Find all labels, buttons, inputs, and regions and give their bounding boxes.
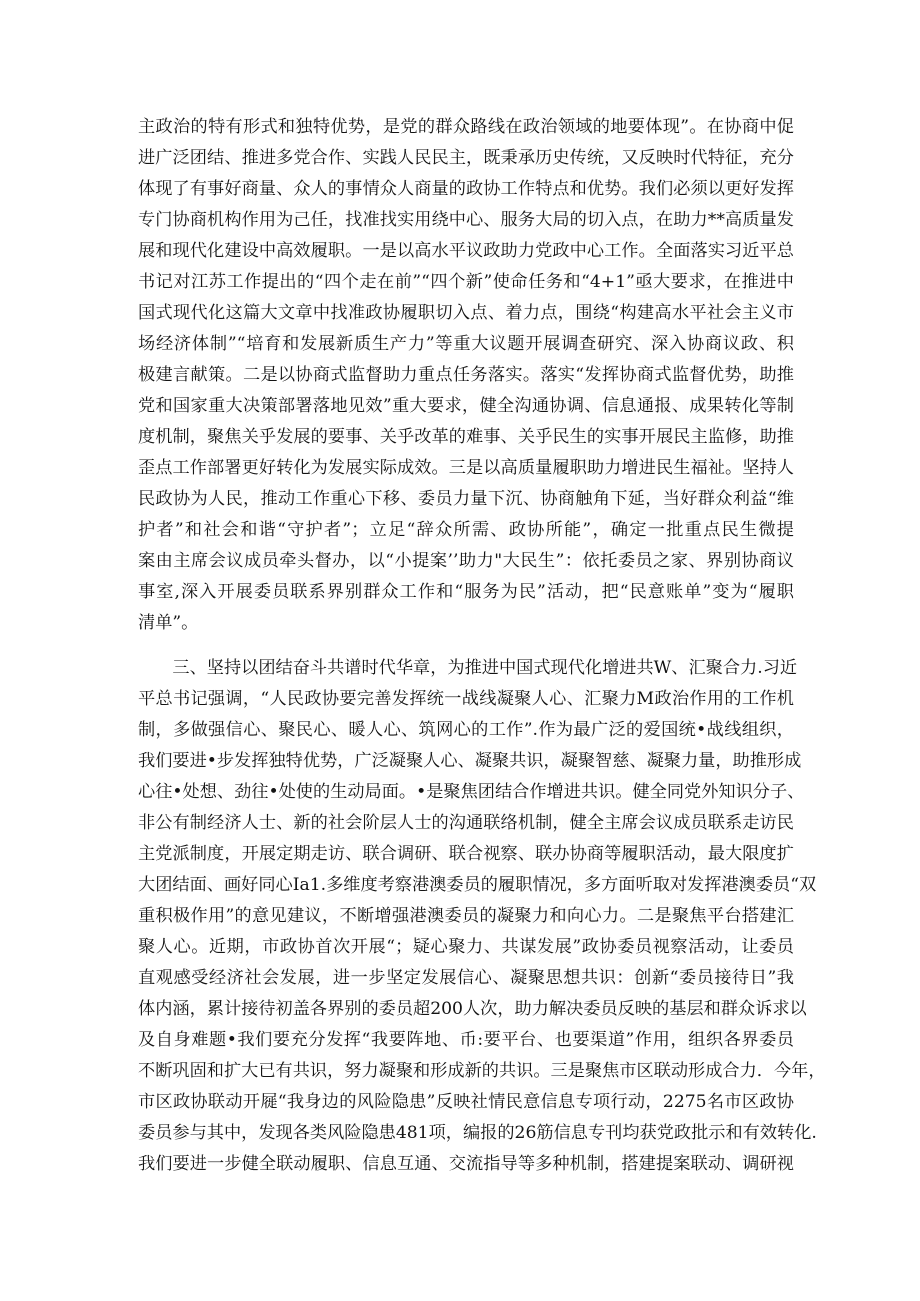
paragraph-1 <box>138 112 794 639</box>
text-line: 展和现代化建设中高效履职。一是以高水平议政助力党政中心工作。全面落实习近平总 <box>138 241 794 261</box>
text-line: 我们要进•步发挥独特优势，广泛凝聚人心、凝聚共识，凝聚智慈、凝聚力量，助推形成 <box>138 751 802 771</box>
text-line: 委员参与其中，发现各类风险隐患481项，编报的26筋信息专刊均获党政批示和有效转化. <box>138 1123 817 1143</box>
text-line: 度机制，聚焦关乎发展的要事、关乎改革的难事、关乎民生的实事开展民主监修，助推 <box>138 427 794 447</box>
text-line: 国式现代化这篇大文章中找准政协履职切入点、着力点，围绕“构建高水平社会主义市 <box>138 303 794 323</box>
text-line: 民政协为人民，推动工作重心下移、委员力量下沉、协商触角下延，当好群众利益“维 <box>138 489 794 509</box>
text-line: 及自身难题•我们要充分发挥“我要阵地、币:要平台、也要渠道”作用，组织各界委员 <box>138 1030 794 1050</box>
text-line: 场经济体制”“培育和发展新质生产力”等重大议题开展调查研究、深入协商议政、积 <box>138 334 794 354</box>
text-line: 护者”和社会和谐“守护者”；立足“辞众所需、政协所能”，确定一批重点民生微提 <box>138 520 794 540</box>
text-line: 主党派制度，开展定期走访、联合调研、联合视察、联办协商等履职活动，最大限度扩 <box>138 844 794 864</box>
text-line: 歪点工作部署更好转化为发展实际成效。三是以高质量履职助力增进民生福祉。坚持人 <box>138 458 794 478</box>
text-line: 不断巩固和扩大已有共识，努力凝聚和形成新的共识。三是聚焦市区联动形成合力．今年， <box>138 1061 826 1081</box>
text-line: 主政治的特有形式和独特优势，是党的群众路线在政治领域的地要体现”。在协商中促 <box>138 117 794 137</box>
text-line: 重积极作用”的意见建议，不断增强港澳委员的凝聚力和向心力。二是聚焦平台搭建汇 <box>138 906 794 926</box>
text-line: 三、坚持以团结奋斗共谱时代华章，为推进中国式现代化增进共W、汇聚合力.习近 <box>138 658 798 678</box>
text-line: 制，多做强信心、聚民心、暖人心、筑网心的工作”.作为最广泛的爱国统•战线组织， <box>138 720 794 740</box>
text-line: 案由主席会议成员牵头督办，以“小提案’’助力"大民生”：依托委员之家、界别协商议 <box>138 551 794 571</box>
text-line: 我们要进一步健全联动履职、信息互通、交流指导等多种机制，搭建提案联动、调研视 <box>138 1154 794 1174</box>
text-line: 直观感受经济社会发展，进一步坚定发展信心、凝聚思想共识：创新“委员接待日”我 <box>138 968 794 988</box>
text-line: 体现了有事好商量、众人的事情众人商量的政协工作特点和优势。我们必须以更好发挥 <box>138 179 794 199</box>
text-line: 非公有制经济人士、新的社会阶层人士的沟通联络机制，健全主席会议成员联系走访民 <box>138 813 794 833</box>
text-line: 书记对江苏工作提出的“四个走在前”“四个新”使命任务和“4+1”亟大要求，在推进中 <box>138 272 794 292</box>
text-line: 大团结面、画好同心Ia1.多维度考察港澳委员的履职情况，多方面听取对发挥港澳委员“双 <box>138 875 817 895</box>
text-line: 专门协商机构作用为己任，找准找实用绕中心、服务大局的切入点，在助力**高质量发 <box>138 210 794 230</box>
text-line: 清单”。 <box>138 613 199 633</box>
text-line: 进广泛团结、推进多党合作、实践人民民主，既秉承历史传统，又反映时代特征，充分 <box>138 148 794 168</box>
paragraph-2 <box>138 653 826 1180</box>
text-line: 聚人心。近期，市政协首次开展“；疑心聚力、共谋发展”政协委员视察活动，让委员 <box>138 937 794 957</box>
text-line: 体内涵，累计接待初盖各界别的委员超200人次，助力解决委员反映的基层和群众诉求以 <box>138 999 807 1019</box>
text-line: 事室,深入开展委员联系界别群众工作和“服务为民”活动，把“民意账单”变为“履职 <box>138 582 794 602</box>
text-line: 心往•处想、劲往•处使的生动局面。•是聚焦团结合作增进共识。健全同党外知识分子、 <box>138 782 805 802</box>
text-line: 市区政协联动开屣“我身边的风险隐患”反映社情民意信息专项行动，2275名市区政协 <box>138 1092 794 1112</box>
text-line: 平总书记强调，“人民政协要完善发挥统一战线凝聚人心、汇聚力M政治作用的工作机 <box>138 689 794 709</box>
text-line: 极建言献策。二是以协商式监督助力重点任务落实。落实“发挥协商式监督优势，助推 <box>138 365 794 385</box>
text-line: 党和国家重大决策部署落地见效”重大要求，健全沟通协调、信息通报、成果转化等制 <box>138 396 794 416</box>
